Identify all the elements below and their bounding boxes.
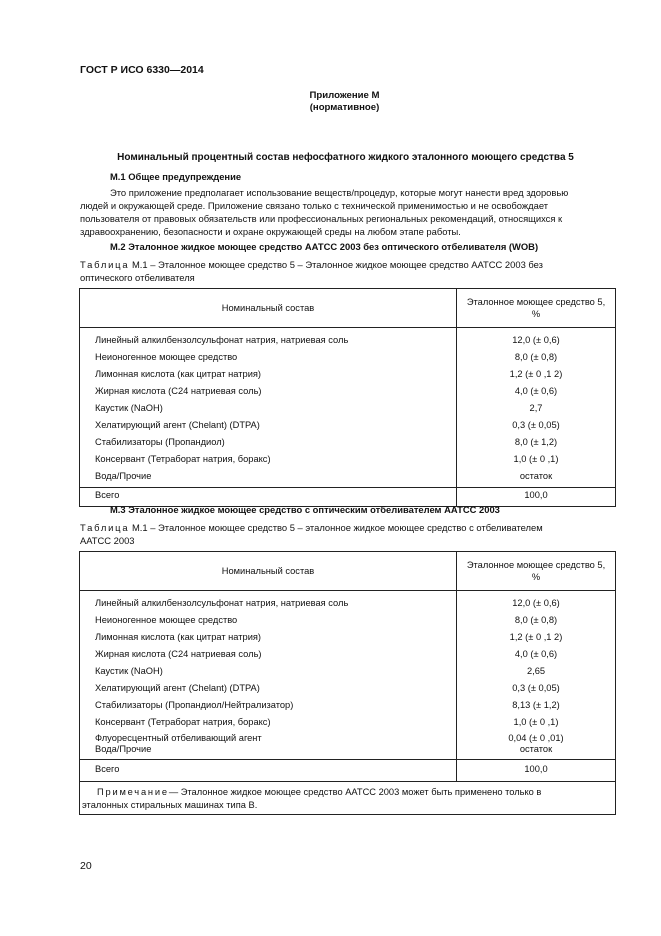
table-cell-name: Консервант (Тетраборат натрия, боракс): [95, 717, 271, 727]
table-cell-name: Вода/Прочие: [95, 744, 152, 754]
table-cell-name: Каустик (NaOH): [95, 403, 163, 413]
caption-text: М.1 – Эталонное моющее средство 5 – Эталонное жидкое моющее средство ААТСС 2003 без: [131, 259, 543, 270]
table-cell-value: 1,2 (± 0 ,1 2): [509, 632, 563, 642]
table-cell-value: 1,2 (± 0 ,1 2): [509, 369, 563, 379]
table-cell-value: 12,0 (± 0,6): [512, 598, 560, 608]
table-cell-value: 8,0 (± 1,2): [514, 437, 558, 447]
table-cell-value: 1,0 (± 0 ,1): [513, 717, 559, 727]
table-body-values: [457, 328, 616, 488]
caption-label: Таблица: [80, 522, 130, 533]
table-note: [80, 782, 616, 815]
doc-title: Номинальный процентный состав нефосфатного жидкого эталонного моющего средства 5: [117, 152, 574, 163]
note-line2: эталонных стиральных машинах типа В.: [82, 800, 258, 810]
table-cell-value: 0,3 (± 0,05): [512, 420, 560, 430]
table-m2-caption: [80, 258, 620, 284]
m1-line: людей и окружающей среде. Приложение связано только с технической применимостью и не освобождает: [80, 200, 549, 211]
table-total-value: 100,0: [457, 488, 616, 507]
note-text: — Эталонное жидкое моющее средство ААТСС 2003 может быть применено только в: [168, 787, 542, 797]
table-cell-name: Лимонная кислота (как цитрат натрия): [95, 369, 262, 379]
section-m3-heading: М.3 Эталонное жидкое моющее средство с оптическим отбеливателем ААТСС 2003: [110, 504, 500, 515]
table-body-values: [457, 591, 616, 760]
m1-line: здравоохранению, безопасности и охране окружающей среды на любом этапе работы.: [80, 226, 461, 237]
section-m2-heading: М.2 Эталонное жидкое моющее средство ААТСС 2003 без оптического отбеливателя (WOB): [110, 241, 539, 252]
table-cell-name: Флуоресцентный отбеливающий агент: [95, 733, 262, 743]
table-cell-name: Хелатирующий агент (Chelant) (DTPA): [95, 420, 260, 430]
table-cell-value: 4,0 (± 0,6): [514, 649, 558, 659]
m1-line: Это приложение предполагает использование веществ/процедур, которые могут нанести вред здоровью: [110, 187, 569, 198]
composition-table-ob: [79, 551, 616, 815]
table-cell-name: Неионогенное моющее средство: [95, 615, 238, 625]
table-m3-caption: [80, 521, 620, 547]
table-cell-name: Жирная кислота (С24 натриевая соль): [95, 649, 262, 659]
table-total-label: Всего: [80, 488, 457, 507]
section-m1-text: [80, 186, 615, 238]
table-cell-value: 0,3 (± 0,05): [512, 683, 560, 693]
table-cell-value: 2,65: [526, 666, 546, 676]
table-cell-name: Линейный алкилбензолсульфонат натрия, натриевая соль: [95, 335, 349, 345]
table-cell-name: Вода/Прочие: [95, 471, 152, 481]
table-header-detergent: Эталонное моющее средство 5, %: [457, 289, 616, 328]
table-cell-value: 2,7: [529, 403, 543, 413]
table-header-composition: Номинальный состав: [80, 289, 457, 328]
table-cell-value: 8,13 (± 1,2): [512, 700, 560, 710]
table-cell-value: остаток: [519, 744, 553, 754]
table-cell-value: 8,0 (± 0,8): [514, 352, 558, 362]
table-body-names: [80, 328, 457, 488]
table-cell-name: Лимонная кислота (как цитрат натрия): [95, 632, 262, 642]
table-total-value: 100,0: [457, 760, 616, 782]
table-cell-name: Жирная кислота (С24 натриевая соль): [95, 386, 262, 396]
caption-text: М.1 – Эталонное моющее средство 5 – эталонное жидкое моющее средство с отбеливателем: [131, 522, 543, 533]
table-cell-value: 12,0 (± 0,6): [512, 335, 560, 345]
caption-line2: оптического отбеливателя: [80, 272, 195, 283]
table-header-composition: Номинальный состав: [80, 552, 457, 591]
table-cell-value: 4,0 (± 0,6): [514, 386, 558, 396]
caption-line2: ААТСС 2003: [80, 535, 135, 546]
page-number: 20: [80, 860, 92, 872]
table-cell-name: Линейный алкилбензолсульфонат натрия, натриевая соль: [95, 598, 349, 608]
caption-label: Таблица: [80, 259, 130, 270]
table-cell-name: Стабилизаторы (Пропандиол): [95, 437, 225, 447]
table-cell-name: Каустик (NaOH): [95, 666, 163, 676]
annex-title: Приложение М: [309, 90, 380, 101]
annex-status: (нормативное): [309, 102, 380, 113]
table-cell-value: 8,0 (± 0,8): [514, 615, 558, 625]
m1-line: пользователя от правовых обязательств или профессиональных региональных рекомендаций, относящихся к: [80, 213, 563, 224]
table-cell-name: Стабилизаторы (Пропандиол/Нейтрализатор): [95, 700, 294, 710]
table-cell-name: Хелатирующий агент (Chelant) (DTPA): [95, 683, 260, 693]
table-header-detergent: Эталонное моющее средство 5, %: [457, 552, 616, 591]
table-total-label: Всего: [80, 760, 457, 782]
table-body-names: [80, 591, 457, 760]
note-label: Примечание: [97, 787, 169, 797]
section-m1-heading: М.1 Общее предупреждение: [110, 171, 242, 182]
table-cell-value: 0,04 (± 0 ,01): [508, 733, 564, 743]
table-cell-value: 1,0 (± 0 ,1): [513, 454, 559, 464]
standard-header: ГОСТ Р ИСО 6330—2014: [80, 64, 204, 76]
composition-table-wob: [79, 288, 616, 507]
table-cell-name: Неионогенное моющее средство: [95, 352, 238, 362]
table-cell-name: Консервант (Тетраборат натрия, боракс): [95, 454, 271, 464]
table-cell-value: остаток: [519, 471, 553, 481]
